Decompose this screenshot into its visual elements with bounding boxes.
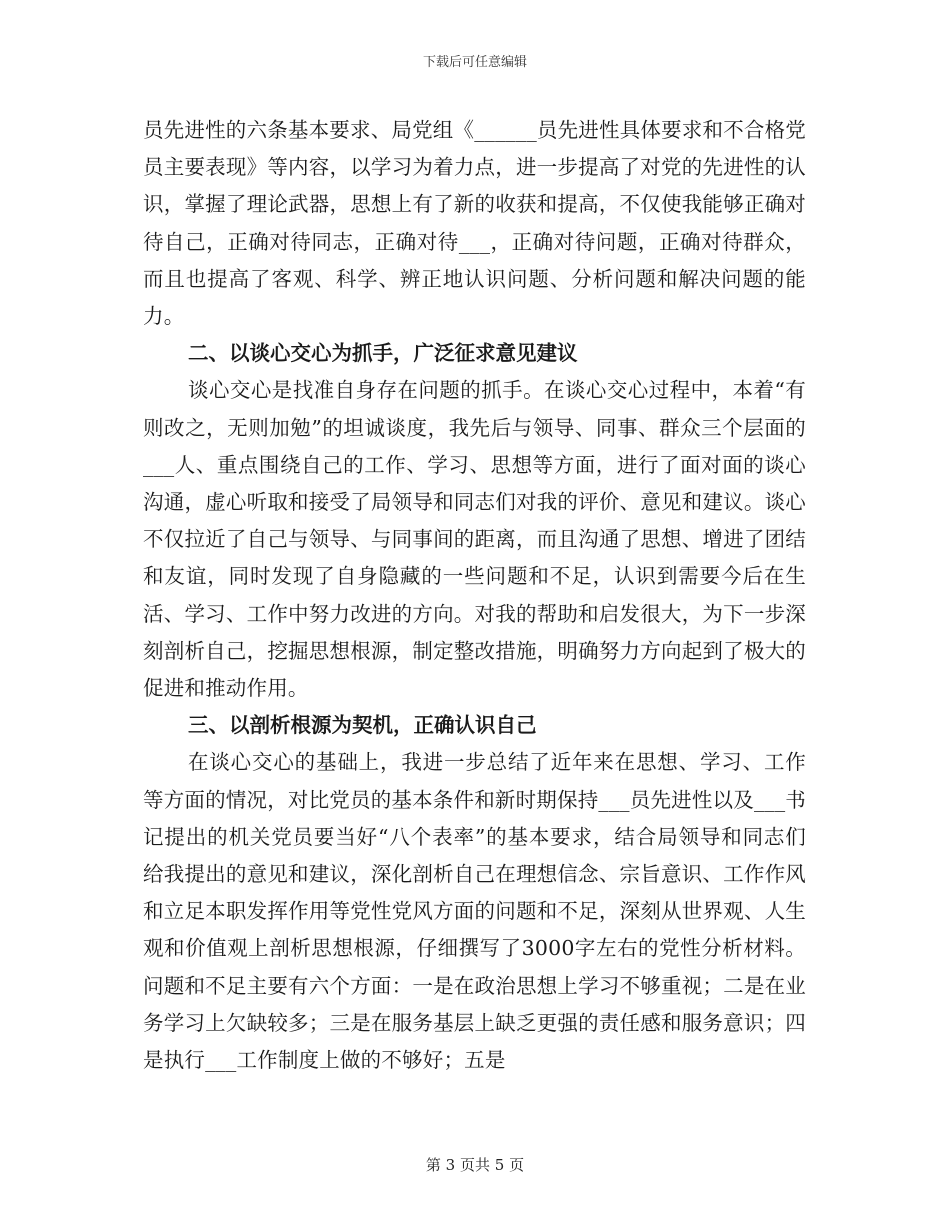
section-heading-3: 三、以剖析根源为契机，正确认识自己: [188, 713, 537, 738]
paragraph-3: 在谈心交心的基础上，我进一步总结了近年来在思想、学习、工作等方面的情况，对比党员的基本条件和新时期保持___员先进性以及___书记提出的机关党员要当好“八个表率”的基本要求，结合局领导和同志们给我提出的意见和建议，深化剖析自己在理想信念、宗旨意识、工作作风和立足本职发挥作用等党性党风方面的问题和不足，深刻从世界观、人生观和价值观上剖析思想根源，仔细撰写了3000字左右的党性分析材料。问题和不足主要有六个方面：一是在政治思想上学习不够重视；二是在业务学习上欠缺较多；三是在服务基层上缺乏更强的责任感和服务意识；四是执行___工作制度上做的不够好；五是: [143, 750, 806, 1073]
paragraph-2: 谈心交心是找准自身存在问题的抓手。在谈心交心过程中，本着“有则改之，无则加勉”的坦诚谈度，我先后与领导、同事、群众三个层面的___人、重点围绕自己的工作、学习、思想等方面，进行了面对面的谈心沟通，虚心听取和接受了局领导和同志们对我的评价、意见和建议。谈心不仅拉近了自己与领导、与同事间的距离，而且沟通了思想、增进了团结和友谊，同时发现了自身隐藏的一些问题和不足，认识到需要今后在生活、学习、工作中努力改进的方向。对我的帮助和启发很大，为下一步深刻剖析自己，挖掘思想根源，制定整改措施，明确努力方向起到了极大的促进和推动作用。: [143, 378, 806, 701]
page-header: 下载后可任意编辑: [422, 55, 527, 70]
paragraph-1: 员先进性的六条基本要求、局党组《______员先进性具体要求和不合格党员主要表现》等内容，以学习为着力点，进一步提高了对党的先进性的认识，掌握了理论武器，思想上有了新的收获和提高，不仅使我能够正确对待自己，正确对待同志，正确对待___，正确对待问题，正确对待群众，而且也提高了客观、科学、辨正地认识问题、分析问题和解决问题的能力。: [143, 118, 806, 329]
section-heading-2: 二、以谈心交心为抓手，广泛征求意见建议: [188, 341, 578, 366]
page-footer: 第 3 页共 5 页: [425, 1156, 525, 1174]
document-body: [143, 112, 806, 1079]
